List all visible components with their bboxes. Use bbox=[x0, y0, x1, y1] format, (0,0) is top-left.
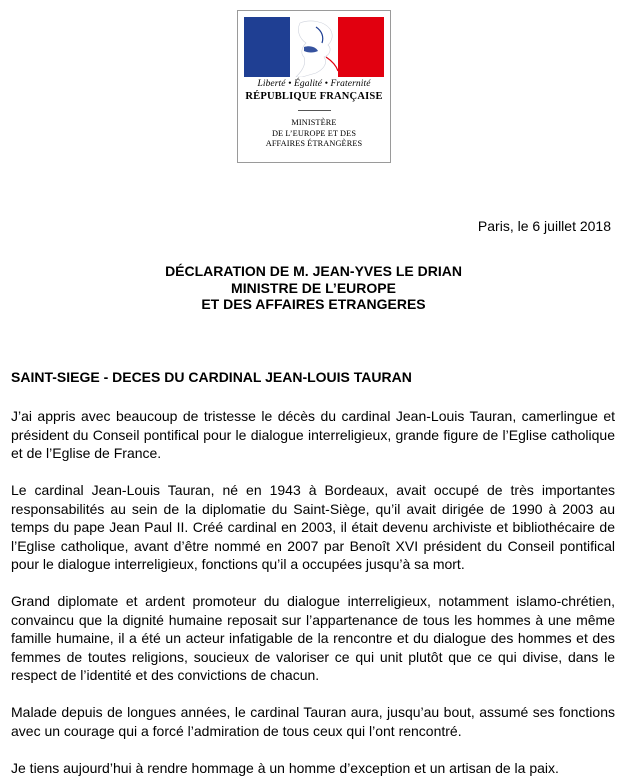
declaration-title-line: MINISTRE DE L’EUROPE bbox=[0, 280, 627, 297]
body-paragraph: Je tiens aujourd’hui à rendre hommage à un homme d’exception et un artisan de la paix. bbox=[11, 759, 615, 777]
document-date: Paris, le 6 juillet 2018 bbox=[478, 218, 611, 234]
body-paragraph: Le cardinal Jean-Louis Tauran, né en 1943 à Bordeaux, avait occupé de très importantes responsabilités au sein de la diplomatie du Saint-Siège, qu’il avait dirigée de 1990 à 2003 au temps du pape Jean Paul II. Créé cardinal en 2003, il était devenu archiviste et bibliothécaire de l’Eglise catholique, avant d’être nommé en 2007 par Benoît XVI président du Conseil pontifical pour le dialogue interreligieux, fonctions qu’il a occupées jusqu’à sa mort. bbox=[11, 481, 615, 574]
ministry-line: DE L’EUROPE ET DES bbox=[238, 129, 390, 140]
republic-name: RÉPUBLIQUE FRANÇAISE bbox=[238, 91, 390, 102]
body-paragraph: J’ai appris avec beaucoup de tristesse le décès du cardinal Jean-Louis Tauran, camerlingue et président du Conseil pontifical pour le dialogue interreligieux, grande figure de l’Eglise catholique et de l’Eglise de France. bbox=[11, 407, 615, 463]
declaration-title bbox=[0, 263, 627, 313]
body-paragraph: Malade depuis de longues années, le cardinal Tauran aura, jusqu’au bout, assumé ses fonctions avec un courage qui a forcé l’admiration de tous ceux qui l’ont rencontré. bbox=[11, 703, 615, 740]
declaration-body bbox=[11, 407, 615, 777]
republique-francaise-logo bbox=[237, 10, 391, 163]
subject-heading: SAINT-SIEGE - DECES DU CARDINAL JEAN-LOUIS TAURAN bbox=[11, 369, 412, 385]
body-paragraph: Grand diplomate et ardent promoteur du dialogue interreligieux, notamment islamo-chrétien, convaincu que la dignité humaine reposait sur l’appartenance de tous les hommes à une même famille humaine, il a été un acteur infatigable de la rencontre et du dialogue des hommes et des femmes de toutes religions, soucieux de valoriser ce qui unit plutôt que ce qui divise, dans le respect de l’identité et des convictions de chacun. bbox=[11, 592, 615, 685]
ministry-name bbox=[238, 118, 390, 150]
marianne-flag-emblem bbox=[244, 17, 384, 77]
ministry-line: MINISTÈRE bbox=[238, 118, 390, 129]
declaration-title-line: DÉCLARATION DE M. JEAN-YVES LE DRIAN bbox=[0, 263, 627, 280]
republic-motto: Liberté • Égalité • Fraternité bbox=[238, 79, 390, 89]
logo-divider bbox=[298, 110, 331, 111]
ministry-line: AFFAIRES ÉTRANGÈRES bbox=[238, 139, 390, 150]
declaration-title-line: ET DES AFFAIRES ETRANGERES bbox=[0, 296, 627, 313]
